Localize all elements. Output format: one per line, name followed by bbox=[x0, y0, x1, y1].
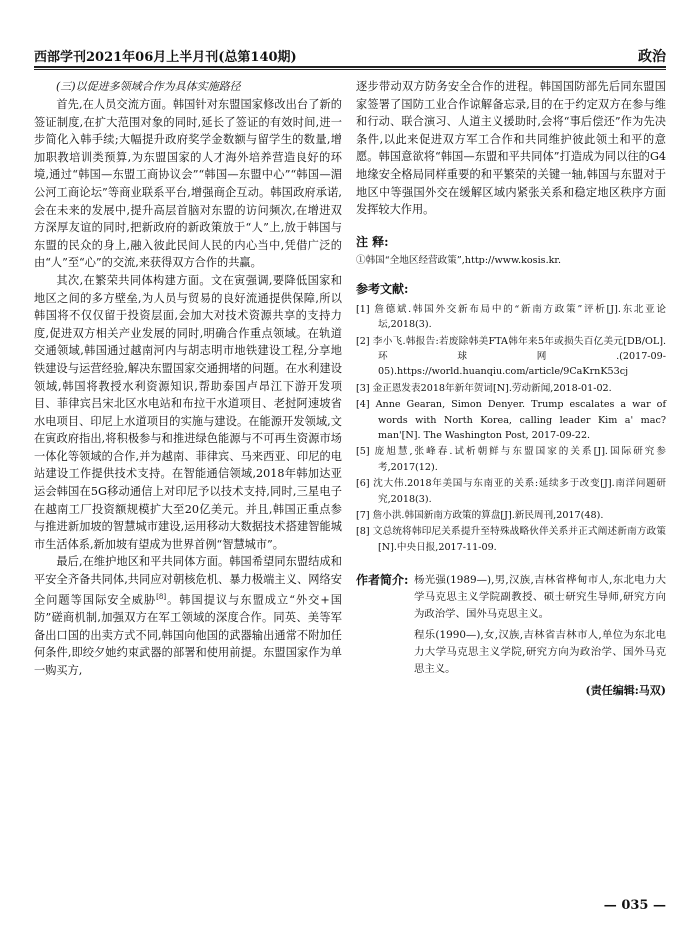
note-item: ①韩国“全地区经营政策”,http://www.kosis.kr. bbox=[356, 254, 562, 266]
left-column bbox=[34, 78, 342, 679]
paragraph-prosperity-community: 其次,在繁荣共同体构建方面。文在寅强调,要降低国家和地区之间的多方壁垒,为人员与贸易的良好流通提供保障,所以韩国将不仅仅留于投资层面,会加大对技术资源共享的支持力度,促进双方相关产业发展的同时,明确合作重点领域。在轨道交通领域,韩国通过越南河内与胡志明市地铁建设工程,分享地铁建设与运营经验,解决东盟国家交通拥堵的问题。在水利建设领域,韩国将教授水利资源知识,帮助泰国卢昂江下游开发项目、菲律宾吕宋北区水电站和布拉干水道项目、老挝阿速坡省水电项目、印尼上水道项目的实施与建设。在能源开发领域,文在寅政府指出,将积极参与和推进绿色能源与不可再生资源市场一体化等领域的合作,并为越南、菲律宾、马来西亚、印尼的电站建设工作提供技术支持。在智能通信领域,2018年韩加达亚运会韩国在5G移动通信上对印尼予以技术支持,同时,三星电子在越南工厂投资额规模扩大至20亿美元。并且,韩国正重点参与推进新加坡的智慧城市建设,运用移动大数据技术搭建智能城市生活体系,新加坡有望成为世界首例“智慧城市”。 bbox=[34, 273, 342, 551]
reference-item: [5] 庞旭慧,张峰春.试析朝鲜与东盟国家的关系[J].国际研究参考,2017(12). bbox=[356, 446, 666, 473]
right-column bbox=[356, 78, 666, 698]
reference-item: [1] 詹德斌.韩国外交新布局中的“新南方政策”评析[J].东北亚论坛,2018(3). bbox=[356, 303, 666, 331]
reference-item: [6] 沈大伟.2018年美国与东南亚的关系:延续多于改变[J].南洋问题研究,2018(3). bbox=[356, 478, 666, 505]
section-label: 政治 bbox=[638, 49, 666, 65]
journal-title: 西部学刊2021年06月上半月刊(总第140期) bbox=[34, 50, 297, 65]
subheading: (三)以促进多领域合作为具体实施路径 bbox=[56, 80, 241, 93]
responsible-editor: (责任编辑:马双) bbox=[585, 684, 666, 698]
references-title: 参考文献: bbox=[356, 281, 409, 296]
paragraph-personnel-exchange: 首先,在人员交流方面。韩国针对东盟国家修改出台了新的签证制度,在扩大范围对象的同时,延长了签证的有效时间,进一步简化入韩手续;大幅提升政府奖学金数额与留学生的数量,增加职教培训类预算,为东盟国家的人才海外培养营造良好的环境,通过“韩国—东盟工商协议会”“韩国—东盟中心”“韩国—湄公河工商论坛”等商业联系平台,增强商企互动。韩国政府承诺,会在未来的发展中,提升高层首脑对东盟的访问频次,在增进双方深厚友谊的同时,把新政府的新政策放于“人”上,放于韩国与东盟的民众的身上,融入彼此民间人民的内心当中,凭借广泛的由“人”至“心”的交流,来获得双方合作的共赢。 bbox=[34, 98, 342, 270]
reference-item: [3] 金正恩发表2018年新年贺词[N].劳动新闻,2018-01-02. bbox=[356, 382, 612, 394]
author-bio: 杨光强(1989—),男,汉族,吉林省桦甸市人,东北电力大学马克思主义学院副教授、硕士研究生导师,研究方向为政治学、国外马克思主义。 bbox=[414, 574, 666, 621]
reference-item: [8] 文总统将韩印尼关系提升至特殊战略伙伴关系并正式阐述新南方政策[N].中央日报,2017-11-09. bbox=[356, 526, 666, 553]
notes-title: 注 释: bbox=[356, 234, 389, 249]
authors-label: 作者简介: bbox=[356, 573, 409, 588]
reference-item: [2] 李小飞.韩报告:若废除韩美FTA韩年来5年或损失百亿美元[DB/OL].环球网.(2017-09-05).https://world.huanqiu.com/article/9CaKrnK53cj bbox=[356, 335, 666, 378]
running-header bbox=[34, 44, 666, 66]
paragraph-peace-community bbox=[34, 553, 342, 679]
author-bio: 程乐(1990—),女,汉族,吉林省吉林市人,单位为东北电力大学马克思主义学院,研究方向为政治学、国外马克思主义。 bbox=[414, 629, 666, 676]
footnote-mark: [8] bbox=[156, 592, 167, 601]
author-info bbox=[356, 572, 666, 678]
header-rule-thick bbox=[34, 66, 666, 68]
paragraph-peace-text: 最后,在维护地区和平共同体方面。韩国希望同东盟结成和平安全齐备共同体,共同应对朝核危机、暴力极端主义、网络安全问题等国际安全威胁 bbox=[34, 555, 342, 607]
paragraph-peace-text-cont: 。韩国提议与东盟成立“外交+国防”磋商机制,加强双方在军工领域的深度合作。同英、美等军备出口国的出卖方式不同,韩国向他国的武器输出通常不附加任何条件,即绞夕她约束武器的部署和使用前提。东盟国家作为单一购买方, bbox=[34, 593, 342, 677]
reference-list bbox=[356, 302, 666, 556]
reference-item: [7] 詹小洪.韩国新南方政策的算盘[J].新民周刊,2017(48). bbox=[356, 510, 604, 522]
header-rule-thin bbox=[34, 69, 666, 70]
reference-item: [4] Anne Gearan, Simon Denyer. Trump escalates a war of words with North Korea, calling leader Kim a' mac? man'[N]. The Washington Post, 2017-09-22. bbox=[356, 399, 666, 441]
paragraph-continuation: 逐步带动双方防务安全合作的进程。韩国国防部先后同东盟国家签署了国防工业合作谅解备忘录,目的在于约定双方在参与维和行动、联合演习、人道主义援助时,会将“事后偿还”作为先决条件,以此来促进双方军工合作和共同维护彼此领土和平的意愿。韩国意欲将“韩国—东盟和平共同体”打造成为同以往的G4地缘安全格局同样重要的和平繁荣的关键一轴,韩国与东盟对于地区中等强国外交在缓解区域内紧张关系和稳定地区秩序方面发挥较大作用。 bbox=[356, 80, 666, 217]
page-number: — 035 — bbox=[603, 898, 666, 913]
